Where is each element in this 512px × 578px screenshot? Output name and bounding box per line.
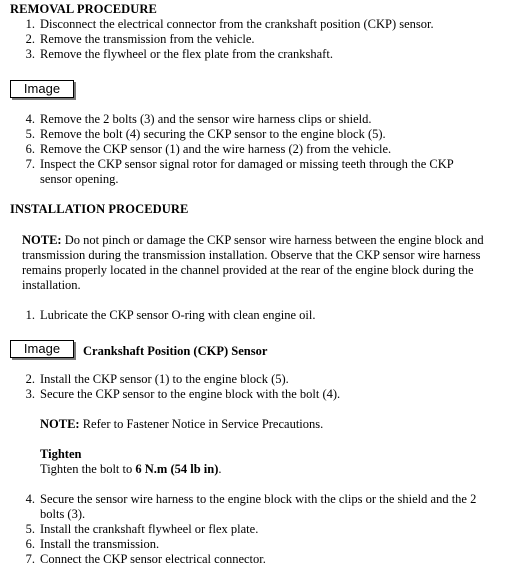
fastener-note [40, 417, 488, 432]
removal-heading: REMOVAL PROCEDURE [10, 2, 157, 16]
step-number: 3. [25, 47, 35, 61]
step-number: 4. [25, 492, 35, 506]
image-caption: Crankshaft Position (CKP) Sensor [83, 344, 268, 358]
step-text: Secure the sensor wire harness to the engine block with the clips or the shield and the 2 bolts (3). [40, 492, 477, 521]
tighten-prefix: Tighten the bolt to [40, 462, 133, 476]
step-number: 7. [25, 157, 35, 171]
step-number: 5. [25, 522, 35, 536]
step-number: 6. [25, 142, 35, 156]
step-text: Install the CKP sensor (1) to the engine block (5). [40, 372, 289, 386]
tighten-suffix: . [218, 462, 222, 476]
step-number: 5. [25, 127, 35, 141]
step-text: Connect the CKP sensor electrical connector. [40, 552, 266, 566]
step-text: Remove the 2 bolts (3) and the sensor wire harness clips or shield. [40, 112, 372, 126]
step-number: 1. [25, 17, 35, 31]
tighten-instruction [40, 462, 488, 477]
note-text: Do not pinch or damage the CKP sensor wire harness between the engine block and transmission during the transmission installation. Observe that the CKP sensor wire harness remains properly located in the channel provided at the rear of the engine block during the installation. [22, 233, 484, 292]
step-number: 3. [25, 387, 35, 401]
torque-value: 6 N.m (54 lb in) [135, 462, 219, 476]
step-number: 2. [25, 32, 35, 46]
step-text: Install the crankshaft flywheel or flex plate. [40, 522, 259, 536]
step-text: Disconnect the electrical connector from the crankshaft position (CKP) sensor. [40, 17, 434, 31]
step-text: Install the transmission. [40, 537, 160, 551]
installation-note [22, 233, 488, 293]
installation-image-button[interactable]: Image [10, 340, 74, 358]
step-number: 6. [25, 537, 35, 551]
note-label: NOTE: [22, 233, 62, 247]
step-text: Remove the CKP sensor (1) and the wire harness (2) from the vehicle. [40, 142, 392, 156]
step-text: Remove the bolt (4) securing the CKP sensor to the engine block (5). [40, 127, 386, 141]
tighten-heading: Tighten [40, 447, 82, 461]
step-number: 2. [25, 372, 35, 386]
installation-heading: INSTALLATION PROCEDURE [10, 202, 189, 216]
step-text: Remove the flywheel or the flex plate from the crankshaft. [40, 47, 333, 61]
fastener-note-label: NOTE: [40, 417, 80, 431]
step-number: 1. [25, 308, 35, 322]
step-text: Remove the transmission from the vehicle. [40, 32, 255, 46]
step-number: 4. [25, 112, 35, 126]
step-number: 7. [25, 552, 35, 566]
step-text: Inspect the CKP sensor signal rotor for damaged or missing teeth through the CKP sensor opening. [40, 157, 454, 186]
step-text: Secure the CKP sensor to the engine block with the bolt (4). [40, 387, 341, 401]
fastener-note-text: Refer to Fastener Notice in Service Precautions. [82, 417, 324, 431]
step-text: Lubricate the CKP sensor O-ring with clean engine oil. [40, 308, 316, 322]
removal-image-button[interactable]: Image [10, 80, 74, 98]
